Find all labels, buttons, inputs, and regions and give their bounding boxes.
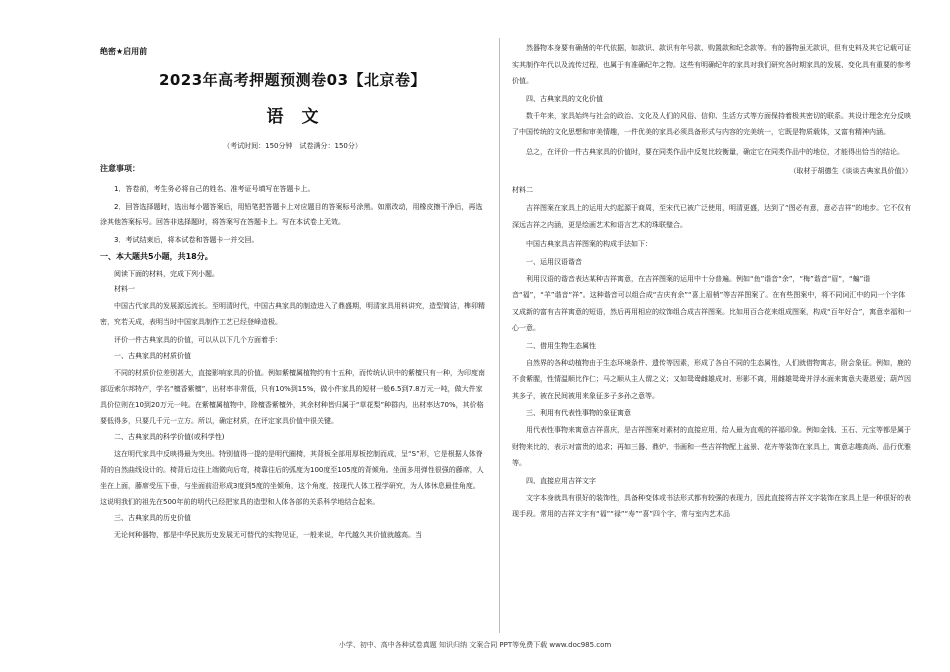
subheading: 三、古典家具的历史价值 xyxy=(114,514,191,522)
paragraph: 利用汉语的谐音表达某种吉祥寓意，在吉祥图案的运用中十分普遍。例如“鱼”谐音“余”，“梅”谐音“眉”，“蝙”谐音“福”，“羊”谐音“祥”。这种谐音可以组合成“吉庆有余”“喜上眉梢”等吉祥图案了。在有些图案中，将不同词汇中的同一个字体又成新的富有吉祥寓意的短语，然后再用相应的纹饰组合成吉祥图案。比如用百合花来组成图案，构成“百年好合”，寓意幸福和一心一意。 xyxy=(512,274,912,332)
subheading: 一、运用汉语谐音 xyxy=(526,257,582,266)
paragraph: 评价一件古典家具的价值，可以从以下几个方面着手： xyxy=(114,336,282,344)
subheading: 二、古典家具的科学价值(或科学性) xyxy=(114,433,225,441)
paragraph: 不同的材质价位差别甚大，直接影响家具的价值。例如紫檀属植物约有十五种，而传统认识中的紫檀只有一种，为印度南部迈索尔邦特产，学名“檀香紫檀”，出材率非常低，只有10%到15%，做小件家具的短材一般6.5到7.8万元一吨，做大件家具价位则在10到20万元一吨。在紫檀属植物中，除檀香紫檀外，其余材种皆归属于“草花梨”种群内，出材率达70%，其价格要低得多，只要几千元一立方。所以，确定材质，在评定家具价值中很关键。 xyxy=(100,369,485,425)
instruction: 阅读下面的材料，完成下列小题。 xyxy=(114,270,219,278)
source-citation: （取材于胡德生《谈谈古典家具价值》） xyxy=(789,167,912,175)
subheading: 一、古典家具的材质价值 xyxy=(114,352,191,360)
left-column xyxy=(100,40,485,545)
notice-item-1: 1．答卷前，考生务必将自己的姓名、准考证号填写在答题卡上。 xyxy=(114,185,315,193)
exam-title: 2023年高考押题预测卷03【北京卷】 xyxy=(158,71,427,89)
notice-item-2: 2．回答选择题时，选出每小题答案后，用铅笔把答题卡上对应题目的答案标号涂黑。如需改动，用橡皮擦干净后，再选涂其他答案标号。回答非选择题时，将答案写在答题卡上。写在本试卷上无效。 xyxy=(100,203,483,226)
paragraph: 文字本身就具有很好的装饰性，具备种变体或书法形式都有较强的表现力，因此直接将吉祥文字装饰在家具上是一种很好的表现手段。常用的吉祥文字有“福”“禄”“寿”“喜”四个字，常与室内艺术品 xyxy=(512,493,911,518)
right-column xyxy=(512,40,912,526)
subheading: 四、直接应用吉祥文字 xyxy=(526,476,596,485)
subheading: 三、利用有代表性事物的象征寓意 xyxy=(526,409,631,417)
exam-info: （考试时间：150分钟 试卷满分：150分） xyxy=(223,142,362,150)
notice-item-3: 3．考试结束后，将本试卷和答题卡一并交回。 xyxy=(114,236,259,244)
paragraph: 然器物本身要有确凿的年代依据，如款识、款识有年号款、购置款和纪念款等。有的器物虽无款识，但有史料及其它记载可证实其制作年代以及流传过程，也属于有准确纪年之物。这些有明确纪年的家具对我们研究各时期家具的发展、变化具有重要的参考价值。 xyxy=(512,44,911,85)
page-footer: 小学、初中、高中各种试卷真题 知识归纳 文案合同 PPT等免费下载 www.doc985.com xyxy=(338,641,612,649)
subheading: 四、古典家具的文化价值 xyxy=(526,94,603,103)
paragraph: 吉祥图案在家具上的运用大约起源于商周，至宋代已被广泛使用，明清更盛，达到了“图必有意，意必吉祥”的地步。它不仅有深远吉祥之内涵，更是绘画艺术和语言艺术的珠联璧合。 xyxy=(512,204,912,229)
paragraph: 这在明代家具中反映得最为突出。特别值得一提的是明代圈椅，其背板全部用厚板挖制而成，呈“S”形，它是根据人体脊背的自然曲线设计的。椅背后边往上端微向后弯，椅靠往后的弧度为100度至105度的背倾角。坐面多用弹性很强的藤席，人坐在上面，藤席受压下垂，与坐面前沿形成3度到5度的坐倾角，这个角度，按现代人体工程学研究，为人体休息最佳角度。这说明我们的祖先在500年前的明代已经把家具的造型和人体各部的关系科学地结合起来。 xyxy=(100,450,484,506)
section-heading: 一、本大题共5小题，共18分。 xyxy=(100,252,213,261)
paragraph: 用代表性事物来寓意吉祥喜庆，是吉祥图案对素材的直接应用，给人最为直观的祥福印象。例如金钱、玉石、元宝等都是属于财物来比的，表示对富贵的追求；再如三器、鼎炉、书画和一些吉祥物配上盆景、花卉等装饰在家具上，寓意志趣高尚、品行优雅等。 xyxy=(512,426,911,467)
paragraph: 中国古典家具吉祥图案的构成手法如下： xyxy=(526,240,652,248)
paragraph: 无论何种器物，都是中华民族历史发展无可替代的实物见证，一般来说，年代越久其价值就越高。当 xyxy=(114,531,422,539)
notice-heading: 注意事项： xyxy=(100,164,140,173)
paragraph: 中国古代家具的发展源远流长。至明清时代，中国古典家具的制造进入了鼎盛期，明清家具用料讲究，造型简洁，榫卯精密，究若天成，表明当时中国家具制作工艺已经登峰造极。 xyxy=(100,302,485,326)
material2-label: 材料二 xyxy=(512,186,533,194)
paragraph: 自然界的各种动植物由于生态环境条件、遗传等因素，形成了各自不同的生态属性，人们就借物寓志，附会象征。例如，鹿的不食紫腥，性情温顺比作仁；马之顺从主人谓之义；又如鸳鸯雌雄成对、形影不离，用雌雄鸳鸯并浮水面来寓意夫妻恩爱；葫芦因其多子，被在民间被用来象征多子多孙之意等。 xyxy=(512,358,911,400)
paragraph: 数千年来，家具始终与社会的政治、文化及人们的风俗、信仰、生活方式等方面保持着极其密切的联系。其设计理念充分反映了中国传统的文化思想和审美情趣，一件优美的家具必须具备形式与内容的完美统一，它既是物质载体，又富有精神内涵。 xyxy=(512,111,911,136)
column-divider xyxy=(499,38,500,633)
secret-label: 绝密★启用前 xyxy=(100,47,148,56)
subheading: 二、借用生物生态属性 xyxy=(526,341,596,350)
material1-label: 材料一 xyxy=(114,285,135,293)
subject-title: 语文 xyxy=(266,107,337,127)
paragraph: 总之，在评价一件古典家具的价值时，要在同类作品中反复比较衡量，确定它在同类作品中的地位，才能得出恰当的结论。 xyxy=(526,147,904,156)
